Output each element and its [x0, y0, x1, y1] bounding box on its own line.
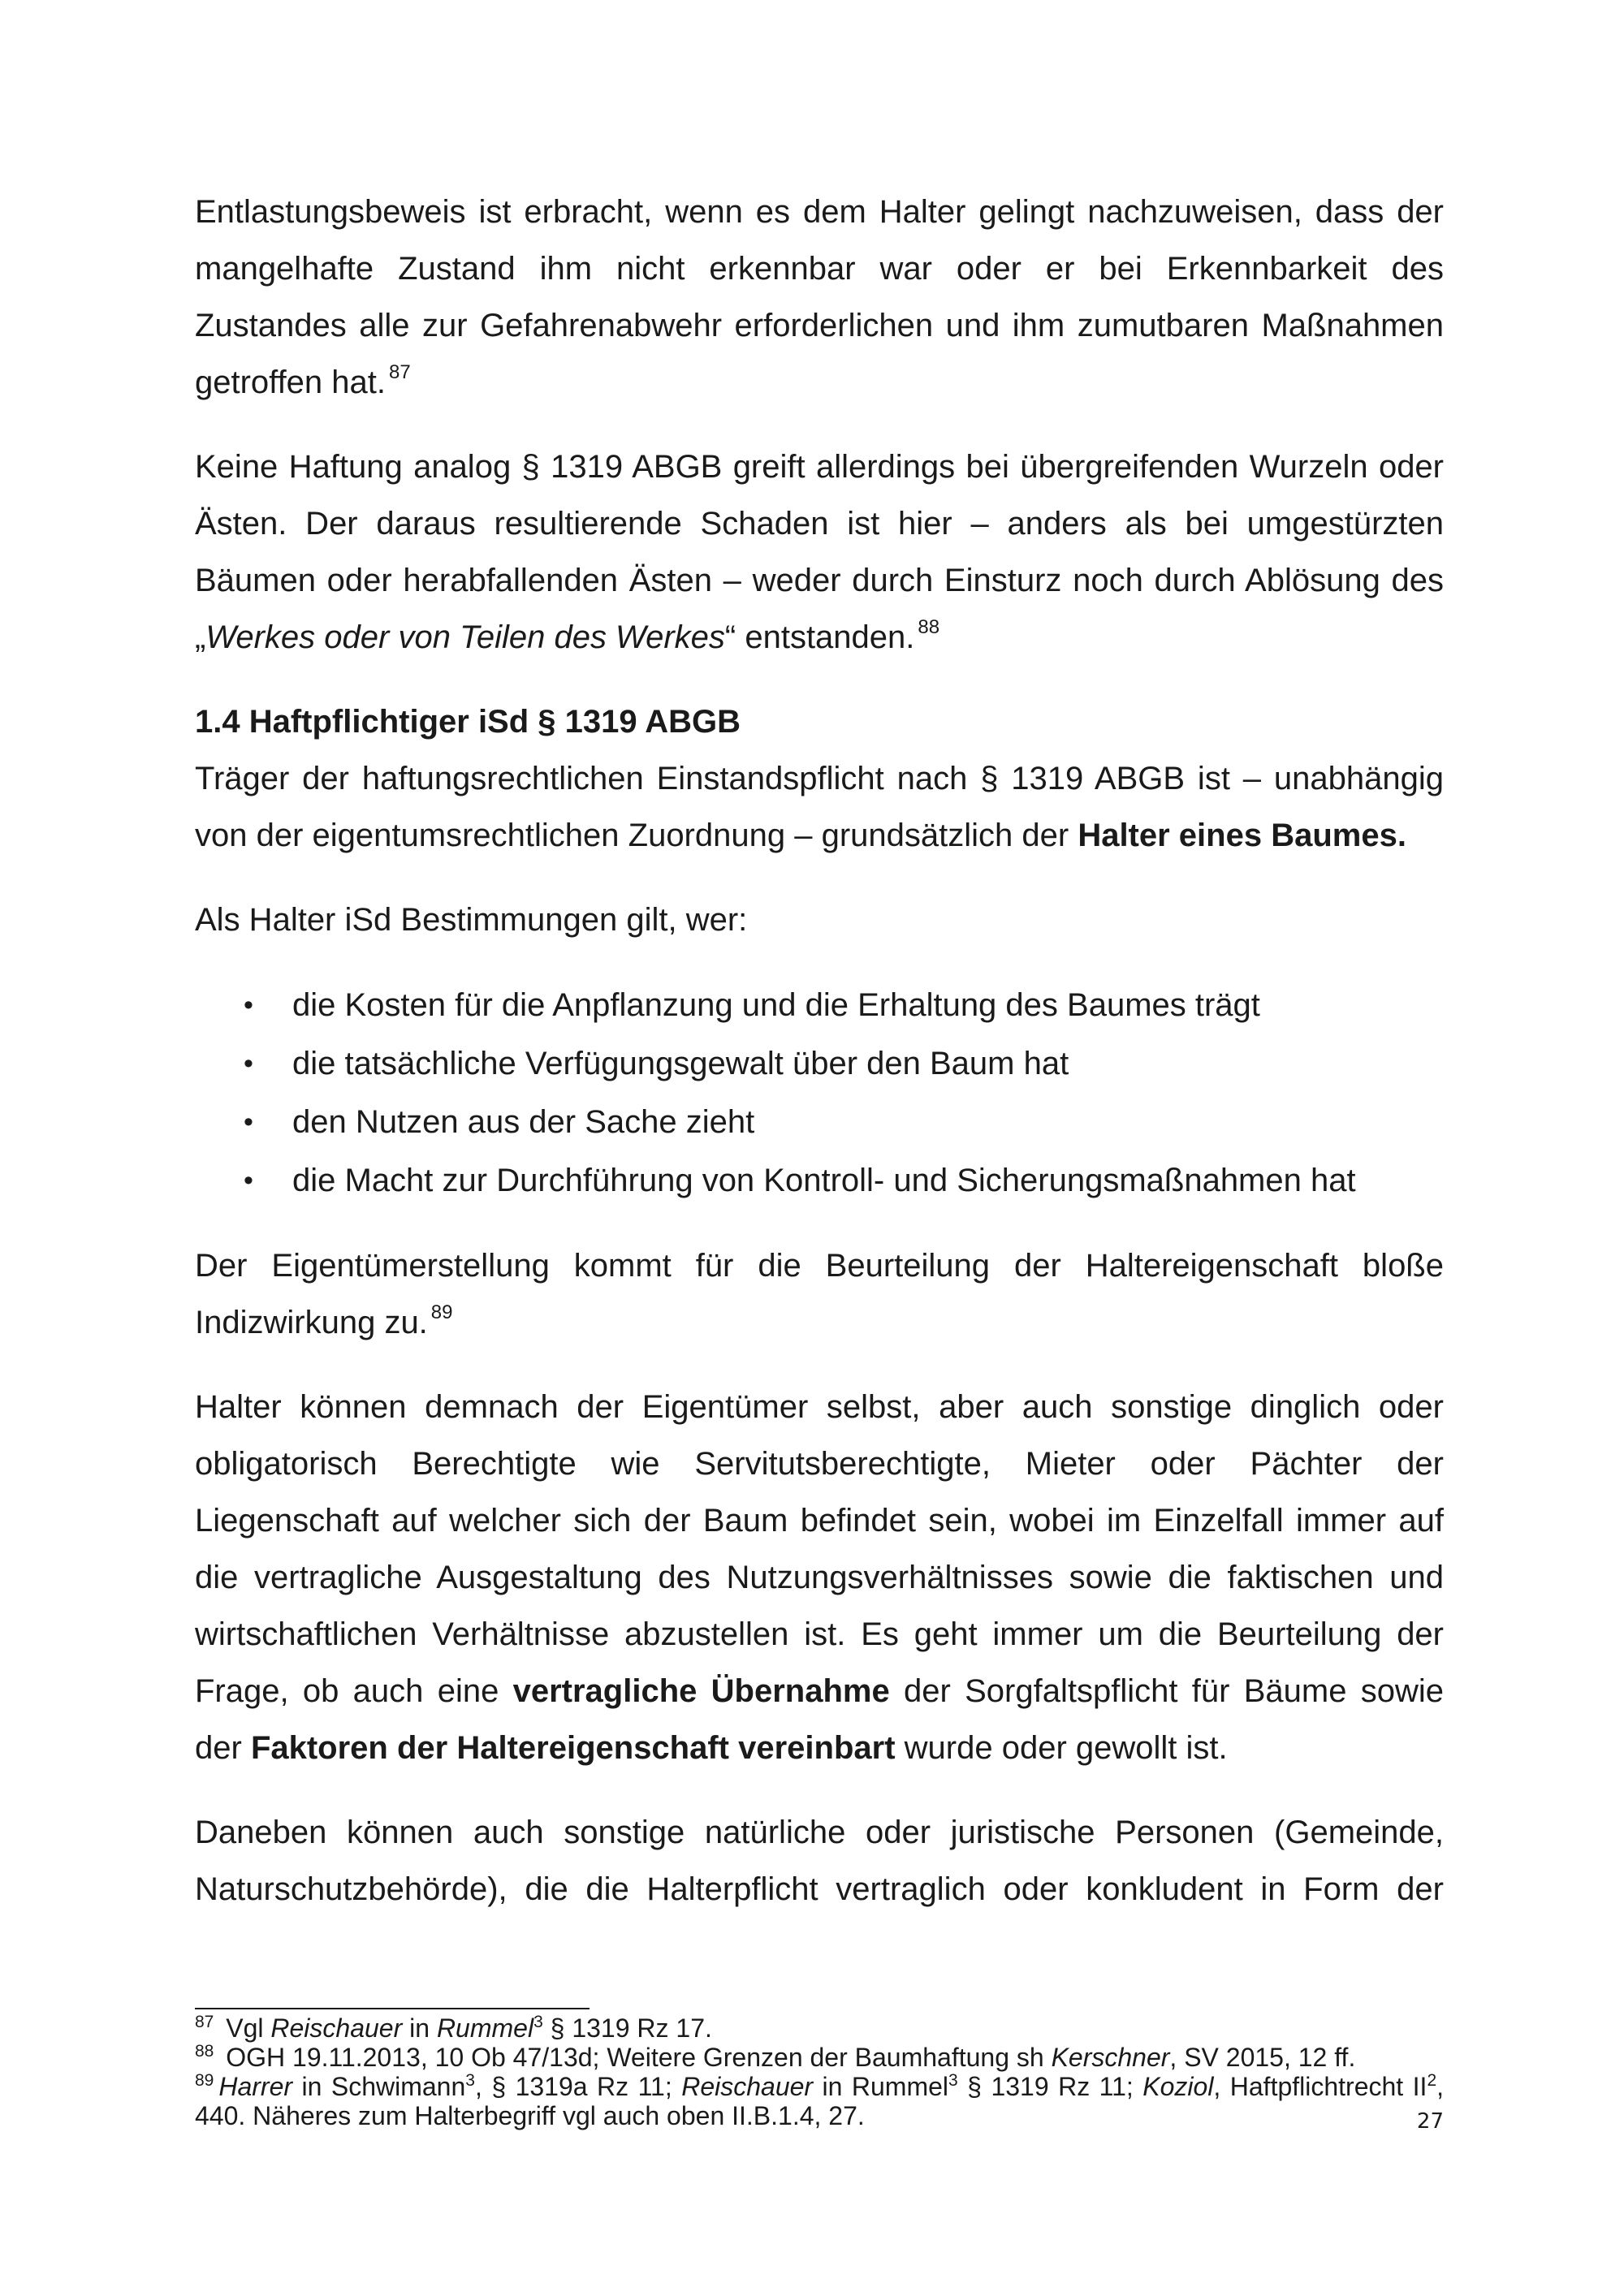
bullet-icon: •: [244, 1048, 253, 1079]
list-item: • die tatsächliche Verfügungsgewalt über den Baum hat: [195, 1034, 1444, 1093]
list-item: • den Nutzen aus der Sache zieht: [195, 1093, 1444, 1151]
footnote-89: $^{89}$ Harrer in Schwimann$^3$, § 1319a Rz 11; Reischauer in Rummel$^3$ § 1319 Rz 11; Koziol, Haftpflichtrecht $II^2$, 440. Näheres zum Halterbegriff vgl auch oben II.B.1.4, 27.: [195, 2071, 1445, 2130]
bullet-icon: •: [244, 990, 253, 1021]
paragraph-halter-koennen: Halter können demnach der Eigentümer selbst, aber auch sonstige dinglich oder obligatorisch Berechtigte wie Servitutsberechtigte, Mieter oder Pächter der Liegenschaft auf welcher sich der Baum befindet sein, wobei im Einzelfall immer auf die vertragliche Ausgestaltung des Nutzungsverhältnisses sowie die faktischen und wirtschaftlichen Verhältnisse abzustellen ist. Es geht immer um die Beurteilung der Frage, ob auch eine vertragliche Übernahme der Sorgfaltspflicht für Bäume sowie der Faktoren der Haltereigenschaft vereinbart wurde oder gewollt ist.: [195, 1389, 1444, 1766]
page-number: 27: [1416, 2109, 1444, 2134]
footnote-ref-89[interactable]: 89: [430, 1301, 453, 1323]
paragraph-eigentuemerstellung: Der Eigentümerstellung kommt für die Beurteilung der Haltereigenschaft bloße Indizwirkung zu. $^{89}$: [195, 1248, 1444, 1340]
paragraph-als-halter: Als Halter iSd Bestimmungen gilt, wer:: [195, 902, 748, 938]
list-item: • die Kosten für die Anpflanzung und die Erhaltung des Baumes trägt: [195, 976, 1444, 1034]
page-body: [195, 183, 1444, 1918]
footnote-ref-87[interactable]: 87: [389, 361, 411, 383]
section-heading: 1.4 Haftpflichtiger iSd § 1319 ABGB: [195, 704, 741, 740]
bullet-icon: •: [244, 1107, 253, 1137]
footnote-ref-88[interactable]: 88: [918, 616, 940, 638]
footnote-88: $^{88}$ OGH 19.11.2013, 10 Ob 47/13d; Weitere Grenzen der Baumhaftung sh Kerschner, SV 2015, 12 ff.: [195, 2042, 1356, 2072]
paragraph-entlastungsbeweis: Entlastungsbeweis ist erbracht, wenn es dem Halter gelingt nachzuweisen, dass der mangelhafte Zustand ihm nicht erkennbar war oder er bei Erkennbarkeit des Zustandes alle zur Gefahrenabwehr erforderlichen und ihm zumutbaren Maßnahmen getroffen hat. $^{87}$: [195, 194, 1444, 400]
footnote-separator: [195, 2008, 590, 2009]
paragraph-keine-haftung: Keine Haftung analog § 1319 ABGB greift allerdings bei übergreifenden Wurzeln oder Ästen. Der daraus resultierende Schaden ist hier – anders als bei umgestürzten Bäumen oder herabfallenden Ästen – weder durch Einsturz noch durch Ablösung des „Werkes oder von Teilen des Werkes“ entstanden. $^{88}$: [195, 449, 1444, 655]
list-item: • die Macht zur Durchführung von Kontroll- und Sicherungsmaßnahmen hat: [195, 1151, 1444, 1210]
footnotes: [195, 2013, 1444, 2130]
footnote-87: $^{87}$ Vgl Reischauer in Rummel$^3$ § 1319 Rz 17.: [195, 2013, 712, 2043]
paragraph-daneben: Daneben können auch sonstige natürliche oder juristische Personen (Gemeinde, Naturschutzbehörde), die die Halterpflicht vertraglich oder konkludent in Form der: [195, 1815, 1444, 1907]
paragraph-traeger: Träger der haftungsrechtlichen Einstandspflicht nach § 1319 ABGB ist – unabhängig von der eigentumsrechtlichen Zuordnung – grundsätzlich der Halter eines Baumes.: [195, 761, 1444, 853]
halter-criteria-list: [195, 976, 1444, 1210]
bullet-icon: •: [244, 1165, 253, 1196]
